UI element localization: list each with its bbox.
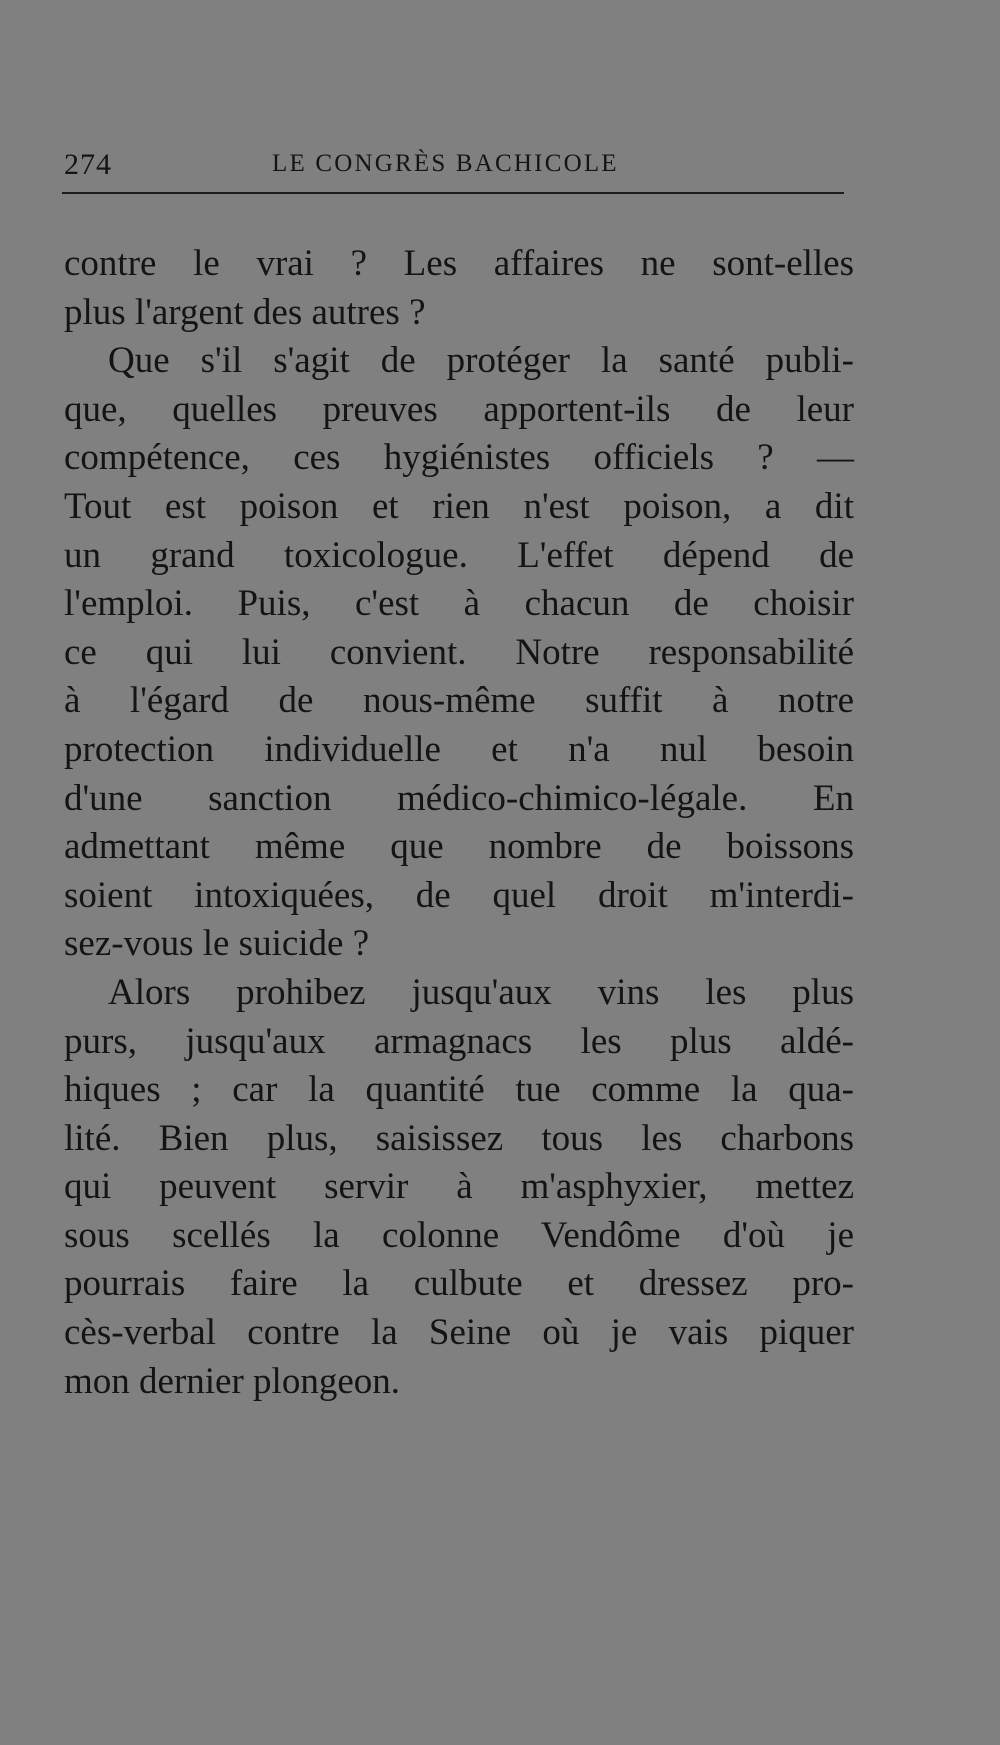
text-line: compétence, ces hygiénistes officiels ? —	[64, 437, 854, 479]
text-line: d'une sanction médico-chimico-légale. En	[64, 777, 854, 819]
text-line: purs, jusqu'aux armagnacs les plus aldé-	[64, 1020, 854, 1062]
text-line: à l'égard de nous-même suffit à notre	[64, 680, 854, 722]
header-rule	[62, 192, 844, 194]
text-line: pourrais faire la culbute et dressez pro-	[64, 1263, 854, 1305]
paragraph	[64, 240, 854, 337]
page-number: 274	[64, 148, 112, 181]
text-line: sous scellés la colonne Vendôme d'où je	[64, 1214, 854, 1256]
text-line: plus l'argent des autres ?	[64, 291, 426, 333]
text-line: Alors prohibez jusqu'aux vins les plus	[108, 971, 854, 1013]
paragraph	[64, 969, 854, 1406]
text-line: Que s'il s'agit de protéger la santé publi-	[108, 340, 854, 382]
text-line: admettant même que nombre de boissons	[64, 826, 854, 868]
page-header	[62, 140, 844, 184]
text-line: Tout est poison et rien n'est poison, a dit	[64, 485, 854, 527]
text-line: hiques ; car la quantité tue comme la qua-	[64, 1069, 854, 1111]
text-line: ce qui lui convient. Notre responsabilité	[64, 631, 854, 673]
text-line: protection individuelle et n'a nul besoin	[64, 728, 854, 770]
text-line: mon dernier plongeon.	[64, 1360, 400, 1402]
text-line: cès-verbal contre la Seine où je vais piquer	[64, 1312, 854, 1354]
body-text	[64, 240, 854, 1406]
text-line: que, quelles preuves apportent-ils de leur	[64, 388, 854, 430]
paragraph	[64, 337, 854, 969]
text-line: soient intoxiquées, de quel droit m'interdi-	[64, 874, 854, 916]
running-title: LE CONGRÈS BACHICOLE	[272, 150, 619, 177]
text-line: qui peuvent servir à m'asphyxier, mettez	[64, 1166, 854, 1208]
text-line: lité. Bien plus, saisissez tous les charbons	[64, 1117, 854, 1159]
text-line: sez-vous le suicide ?	[64, 923, 370, 965]
text-line: l'emploi. Puis, c'est à chacun de choisir	[64, 583, 854, 625]
text-line: contre le vrai ? Les affaires ne sont-elles	[64, 243, 854, 284]
text-line: un grand toxicologue. L'effet dépend de	[64, 534, 854, 576]
